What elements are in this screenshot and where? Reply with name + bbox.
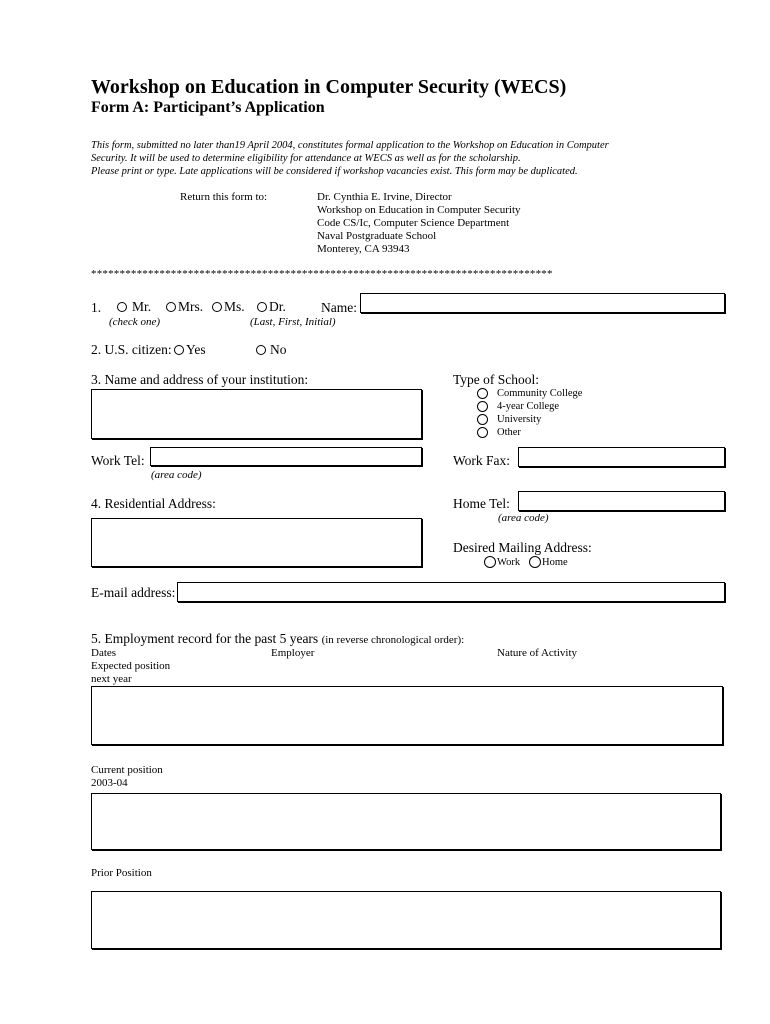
title-dr-option[interactable] — [257, 299, 286, 315]
email-label: E-mail address: — [91, 585, 176, 600]
expected-position-textarea[interactable] — [91, 686, 723, 745]
current-position-textarea[interactable] — [91, 793, 721, 850]
form-title: Workshop on Education in Computer Security (WECS) — [91, 76, 567, 98]
name-input[interactable] — [360, 293, 725, 313]
intro-line-3: Please print or type. Late applications will be considered if workshop vacancies exist. This form may be duplicated. — [91, 166, 578, 177]
us-citizen-label: 2. U.S. citizen: — [91, 342, 172, 357]
title-ms-option[interactable] — [212, 299, 245, 315]
home-tel-label: Home Tel: — [453, 496, 510, 511]
school-community-college-radio[interactable] — [477, 388, 488, 399]
school-4year-radio[interactable] — [477, 401, 488, 412]
intro-line-2: Security. It will be used to determine eligibility for attendance at WECS as well as for the scholarship. — [91, 153, 521, 164]
title-ms-radio[interactable] — [212, 302, 222, 312]
home-tel-input[interactable] — [518, 491, 725, 511]
school-university-radio[interactable] — [477, 414, 488, 425]
school-university-option[interactable] — [477, 414, 541, 425]
return-address-line-4: Naval Postgraduate School — [317, 230, 437, 242]
work-tel-label: Work Tel: — [91, 453, 145, 468]
title-mrs-option[interactable] — [166, 299, 203, 315]
expected-position-label-2: next year — [91, 673, 132, 685]
citizen-yes-option[interactable] — [174, 342, 206, 358]
school-other-option[interactable] — [477, 427, 521, 438]
column-nature-of-activity: Nature of Activity — [497, 647, 578, 659]
return-address-line-3: Code CS/Ic, Computer Science Department — [317, 217, 510, 229]
school-community-college-option[interactable] — [477, 388, 582, 399]
column-dates: Dates — [91, 647, 117, 659]
title-mr-label: Mr. — [132, 299, 152, 314]
employment-record-title: 5. Employment record for the past 5 years — [91, 631, 319, 646]
prior-position-textarea[interactable] — [91, 891, 721, 949]
title-ms-label: Ms. — [224, 299, 245, 314]
citizen-no-radio[interactable] — [256, 345, 266, 355]
mailing-home-option[interactable] — [529, 556, 568, 568]
residential-address-label: 4. Residential Address: — [91, 496, 216, 511]
employment-record-note: (in reverse chronological order): — [321, 634, 465, 646]
school-4year-label: 4-year College — [497, 401, 560, 412]
form-subtitle: Form A: Participant’s Application — [91, 99, 325, 116]
citizen-no-label: No — [270, 342, 287, 357]
intro-line-1: This form, submitted no later than19 April 2004, constitutes formal application to the Workshop on Education in Computer — [91, 140, 609, 151]
current-position-year: 2003-04 — [91, 777, 128, 789]
mailing-address-label: Desired Mailing Address: — [453, 540, 592, 555]
return-address-line-2: Workshop on Education in Computer Security — [317, 204, 521, 216]
title-dr-label: Dr. — [269, 299, 286, 314]
mailing-home-label: Home — [542, 556, 568, 568]
prior-position-label: Prior Position — [91, 867, 152, 879]
q1-number: 1. — [91, 300, 102, 315]
name-format-hint: (Last, First, Initial) — [250, 316, 336, 328]
school-community-college-label: Community College — [497, 388, 583, 399]
residential-address-textarea[interactable] — [91, 518, 422, 567]
work-tel-area-code-hint: (area code) — [151, 469, 202, 481]
citizen-yes-radio[interactable] — [174, 345, 184, 355]
home-tel-area-code-hint: (area code) — [498, 512, 549, 524]
column-employer: Employer — [271, 647, 315, 659]
work-fax-input[interactable] — [518, 447, 725, 467]
school-type-label: Type of School: — [453, 372, 540, 387]
mailing-home-radio[interactable] — [529, 556, 541, 568]
title-mrs-label: Mrs. — [178, 299, 204, 314]
institution-label: 3. Name and address of your institution: — [91, 372, 309, 387]
mailing-work-option[interactable] — [484, 556, 520, 568]
separator-line: ********************************************************************************* — [91, 268, 553, 280]
work-tel-input[interactable] — [150, 447, 422, 466]
school-other-radio[interactable] — [477, 427, 488, 438]
mailing-work-label: Work — [497, 556, 521, 568]
return-address-line-5: Monterey, CA 93943 — [317, 243, 410, 255]
school-university-label: University — [497, 414, 542, 425]
title-mr-radio[interactable] — [117, 302, 127, 312]
check-one-hint: (check one) — [109, 316, 160, 328]
school-other-label: Other — [497, 427, 521, 438]
current-position-label: Current position — [91, 764, 163, 776]
return-address-line-1: Dr. Cynthia E. Irvine, Director — [317, 191, 452, 203]
name-label: Name: — [321, 300, 357, 315]
email-input[interactable] — [177, 582, 725, 602]
mailing-work-radio[interactable] — [484, 556, 496, 568]
title-mrs-radio[interactable] — [166, 302, 176, 312]
title-dr-radio[interactable] — [257, 302, 267, 312]
citizen-yes-label: Yes — [186, 342, 206, 357]
title-mr-option[interactable] — [117, 299, 151, 315]
return-to-label: Return this form to: — [180, 191, 268, 203]
school-4year-option[interactable] — [477, 401, 559, 412]
employment-record-label — [91, 631, 464, 647]
citizen-no-option[interactable] — [256, 342, 287, 358]
institution-textarea[interactable] — [91, 389, 422, 439]
work-fax-label: Work Fax: — [453, 453, 511, 468]
expected-position-label: Expected position — [91, 660, 171, 672]
